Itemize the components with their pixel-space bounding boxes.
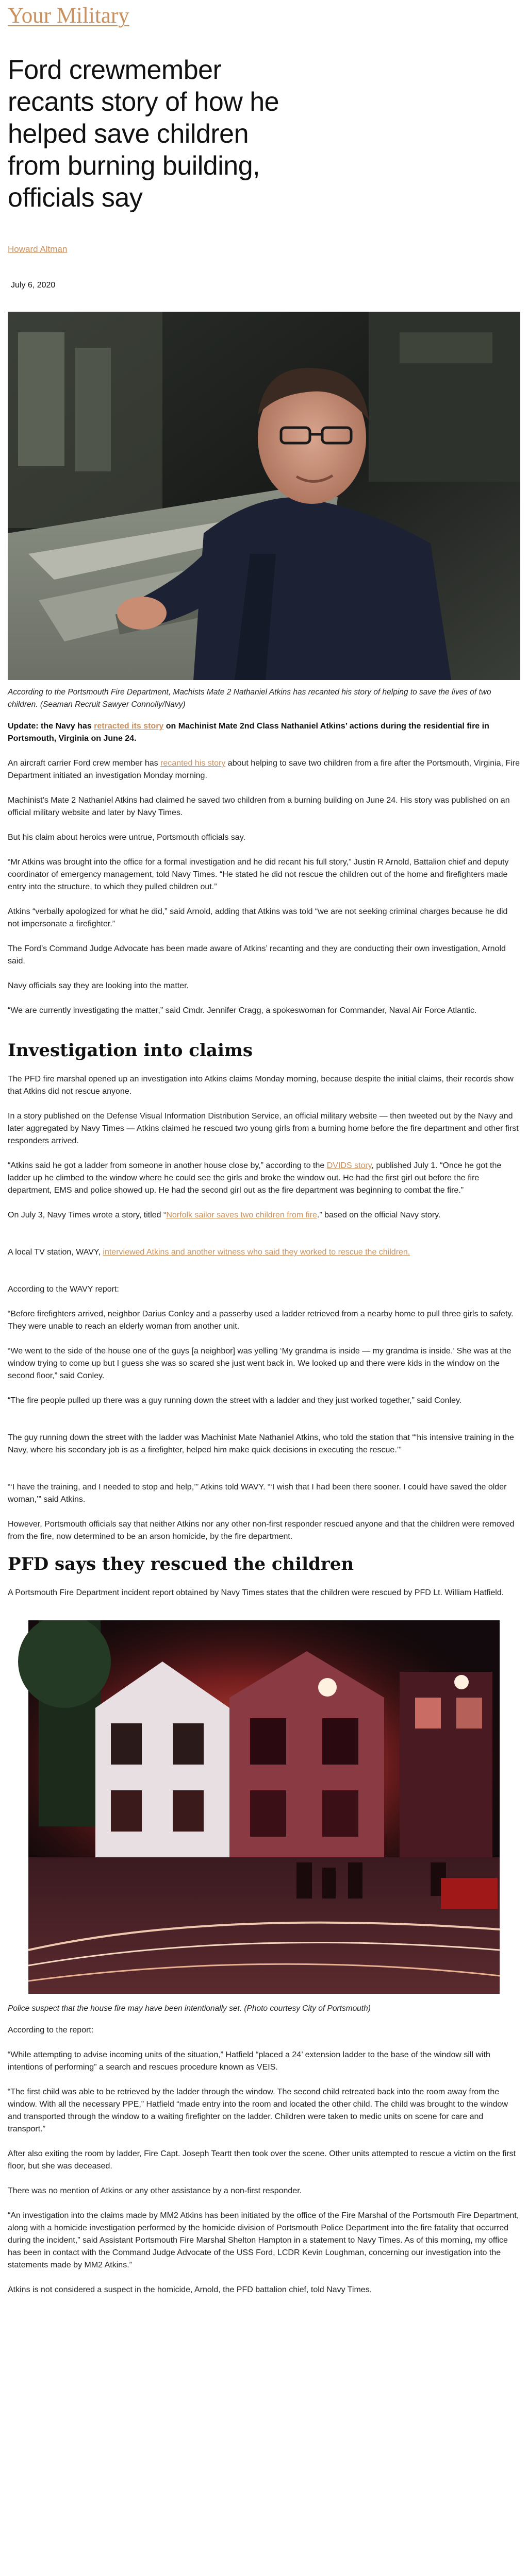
- photo-caption: According to the Portsmouth Fire Department, Machists Mate 2 Nathaniel Atkins has recanted his story of helping to save the lives of two children. (Seaman Recruit Sawyer Connolly/Navy): [8, 688, 491, 709]
- paragraph: The PFD fire marshal opened up an investigation into Atkins claims Monday morning, because despite the initial claims, their records show that Atkins did not rescue anyone.: [8, 1075, 514, 1096]
- paragraph: “The fire people pulled up there was a guy running down the street with a ladder and they just worked together,” said Conley.: [8, 1396, 462, 1405]
- paragraph: [8, 1160, 520, 1197]
- paragraph: According to the WAVY report:: [8, 1285, 119, 1294]
- wavy-interview-link[interactable]: interviewed Atkins and another witness who said they worked to rescue the children.: [103, 1248, 410, 1257]
- section-heading: Investigation into claims: [8, 1040, 253, 1061]
- section-heading: PFD says they rescued the children: [8, 1554, 354, 1574]
- update-text-pre: Update: the Navy has: [8, 722, 94, 731]
- paragraph: According to the report:: [8, 2026, 94, 2035]
- photo-caption: Police suspect that the house fire may have been intentionally set. (Photo courtesy City of Portsmouth): [8, 2004, 371, 2013]
- paragraph: However, Portsmouth officials say that neither Atkins nor any other non-first responder rescued anyone and that the children were removed from the fire, now determined to be an arson homicide, by the fire department.: [8, 1520, 515, 1541]
- paragraph: “The first child was able to be retrieved by the ladder through the window. The second child retreated back into the room away from the window. With all the necessary PPE,” Hatfield “made entry into the room and located the other child. The child was brought to the window and transported through the window to a waiting firefighter on the ladder. Children were taken to medic units on scene for care and transport.”: [8, 2088, 508, 2133]
- recanted-story-link[interactable]: recanted his story: [160, 759, 226, 768]
- paragraph: Navy officials say they are looking into the matter.: [8, 981, 189, 990]
- paragraph: A Portsmouth Fire Department incident report obtained by Navy Times states that the children were rescued by PFD Lt. William Hatfield.: [8, 1588, 504, 1597]
- site-brand-link[interactable]: Your Military: [8, 4, 129, 28]
- navy-times-story-link[interactable]: Norfolk sailor saves two children from fire: [166, 1211, 317, 1219]
- text-span: On July 3, Navy Times wrote a story, titled “: [8, 1211, 167, 1219]
- paragraph: “While attempting to advise incoming units of the situation,” Hatfield “placed a 24’ extension ladder to the base of the window sill with intentions of performing” a search and rescues procedure known as VEIS.: [8, 2050, 490, 2072]
- publish-date: July 6, 2020: [11, 281, 56, 290]
- paragraph: [8, 757, 520, 782]
- author-link[interactable]: Howard Altman: [8, 244, 68, 254]
- house-fire-photo-graphic: [8, 1620, 520, 1994]
- paragraph: Machinist’s Mate 2 Nathaniel Atkins had claimed he saved two children from a burning building on June 24. His story was published on an official military website and later by Navy Times.: [8, 796, 510, 817]
- house-fire-photo: [8, 1620, 520, 1994]
- paragraph: The Ford’s Command Judge Advocate has been made aware of Atkins’ recanting and they are conducting their own investigation, Arnold said.: [8, 944, 506, 965]
- article-headline: Ford crewmember recants story of how he helped save children from burning building, officials say: [8, 55, 279, 213]
- text-span: .” based on the official Navy story.: [317, 1211, 441, 1219]
- update-note: [8, 720, 520, 745]
- text-span: , published July 1. “Once he got the ladder up he climbed to the window where he could see the girls and broke the window out. He had the first girl out before the fire department, EMS and police showed up. He had the second girl out as the fire department was beginning to combat the fire.”: [8, 1161, 502, 1195]
- text-span: “Atkins said he got a ladder from someone in another house close by,” according to the: [8, 1161, 327, 1170]
- update-text-post: on Machinist Mate 2nd Class Nathaniel Atkins’ actions during the residential fire in Portsmouth, Virginia on June 24.: [8, 722, 489, 743]
- paragraph: But his claim about heroics were untrue, Portsmouth officials say.: [8, 833, 245, 842]
- paragraph: [8, 1209, 520, 1222]
- paragraph: “An investigation into the claims made by MM2 Atkins has been initiated by the office of the Fire Marshal of the Portsmouth Fire Department, along with a homicide investigation performed by the homicide division of Portsmouth Police Department into the fire fatality that occurred during the incident,” said Assistant Portsmouth Fire Marshal Shelton Hampton in a statement to Navy Times. As of this morning, my office has been in contact with the Command Judge Advocate of the USS Ford, LCDR Kevin Loughman, concerning our investigation into the statements made by MM2 Atkins.”: [8, 2211, 519, 2269]
- text-span: about helping to save two children from a fire after the Portsmouth, Virginia, Fire Department initiated an investigation Monday morning.: [8, 759, 520, 780]
- paragraph: “Mr Atkins was brought into the office for a formal investigation and he did recant his full story,” Justin R Arnold, Battalion chief and deputy coordinator of emergency management, told Navy Times. “He stated he did not rescue the children out of the home and firefighters made entry into the structure, to which they pulled children out.”: [8, 858, 509, 891]
- paragraph: In a story published on the Defense Visual Information Distribution Service, an official military website — then tweeted out by the Navy and later aggregated by Navy Times — Atkins claimed he rescued two young girls from a burning home before the fire department and other first responders arrived.: [8, 1112, 519, 1145]
- paragraph: After also exiting the room by ladder, Fire Capt. Joseph Teartt then took over the scene. Other units attempted to rescue a victim on the first floor, but she was deceased.: [8, 2149, 516, 2171]
- dvids-story-link[interactable]: DVIDS story: [326, 1161, 372, 1170]
- sailor-photo: [8, 312, 520, 680]
- paragraph: There was no mention of Atkins or any other assistance by a non-first responder.: [8, 2187, 302, 2195]
- text-span: A local TV station, WAVY,: [8, 1248, 103, 1257]
- paragraph: Atkins is not considered a suspect in the homicide, Arnold, the PFD battalion chief, told Navy Times.: [8, 2285, 372, 2294]
- text-span: An aircraft carrier Ford crew member has: [8, 759, 161, 768]
- paragraph: “Before firefighters arrived, neighbor Darius Conley and a passerby used a ladder retrieved from a nearby home to pull three girls to safety. They were unable to reach an elderly woman from another unit.: [8, 1310, 514, 1331]
- sailor-photo-graphic: [8, 312, 520, 680]
- paragraph: “We are currently investigating the matter,” said Cmdr. Jennifer Cragg, a spokeswoman for Commander, Naval Air Force Atlantic.: [8, 1006, 477, 1015]
- paragraph: Atkins “verbally apologized for what he did,” said Arnold, adding that Atkins was told “we are not seeking criminal charges because he did not impersonate a firefighter.”: [8, 907, 508, 928]
- paragraph: The guy running down the street with the ladder was Machinist Mate Nathaniel Atkins, who told the station that “‘his intensive training in the Navy, where his secondary job is as a firefighter, helped him make quick decisions in executing the rescue.’”: [8, 1433, 514, 1454]
- paragraph: “‘I have the training, and I needed to stop and help,’” Atkins told WAVY. “‘I wish that I had been there sooner. I could have saved the older woman,’” said Atkins.: [8, 1483, 507, 1504]
- paragraph: “We went to the side of the house one of the guys [a neighbor] was yelling ‘My grandma is inside — my grandma is inside.’ She was at the window trying to come up but I guess she was so scared she just went back in. We looked up and there were kids in the window on the second floor,” said Conley.: [8, 1347, 512, 1380]
- retracted-story-link[interactable]: retracted its story: [94, 722, 164, 731]
- paragraph: [8, 1246, 520, 1259]
